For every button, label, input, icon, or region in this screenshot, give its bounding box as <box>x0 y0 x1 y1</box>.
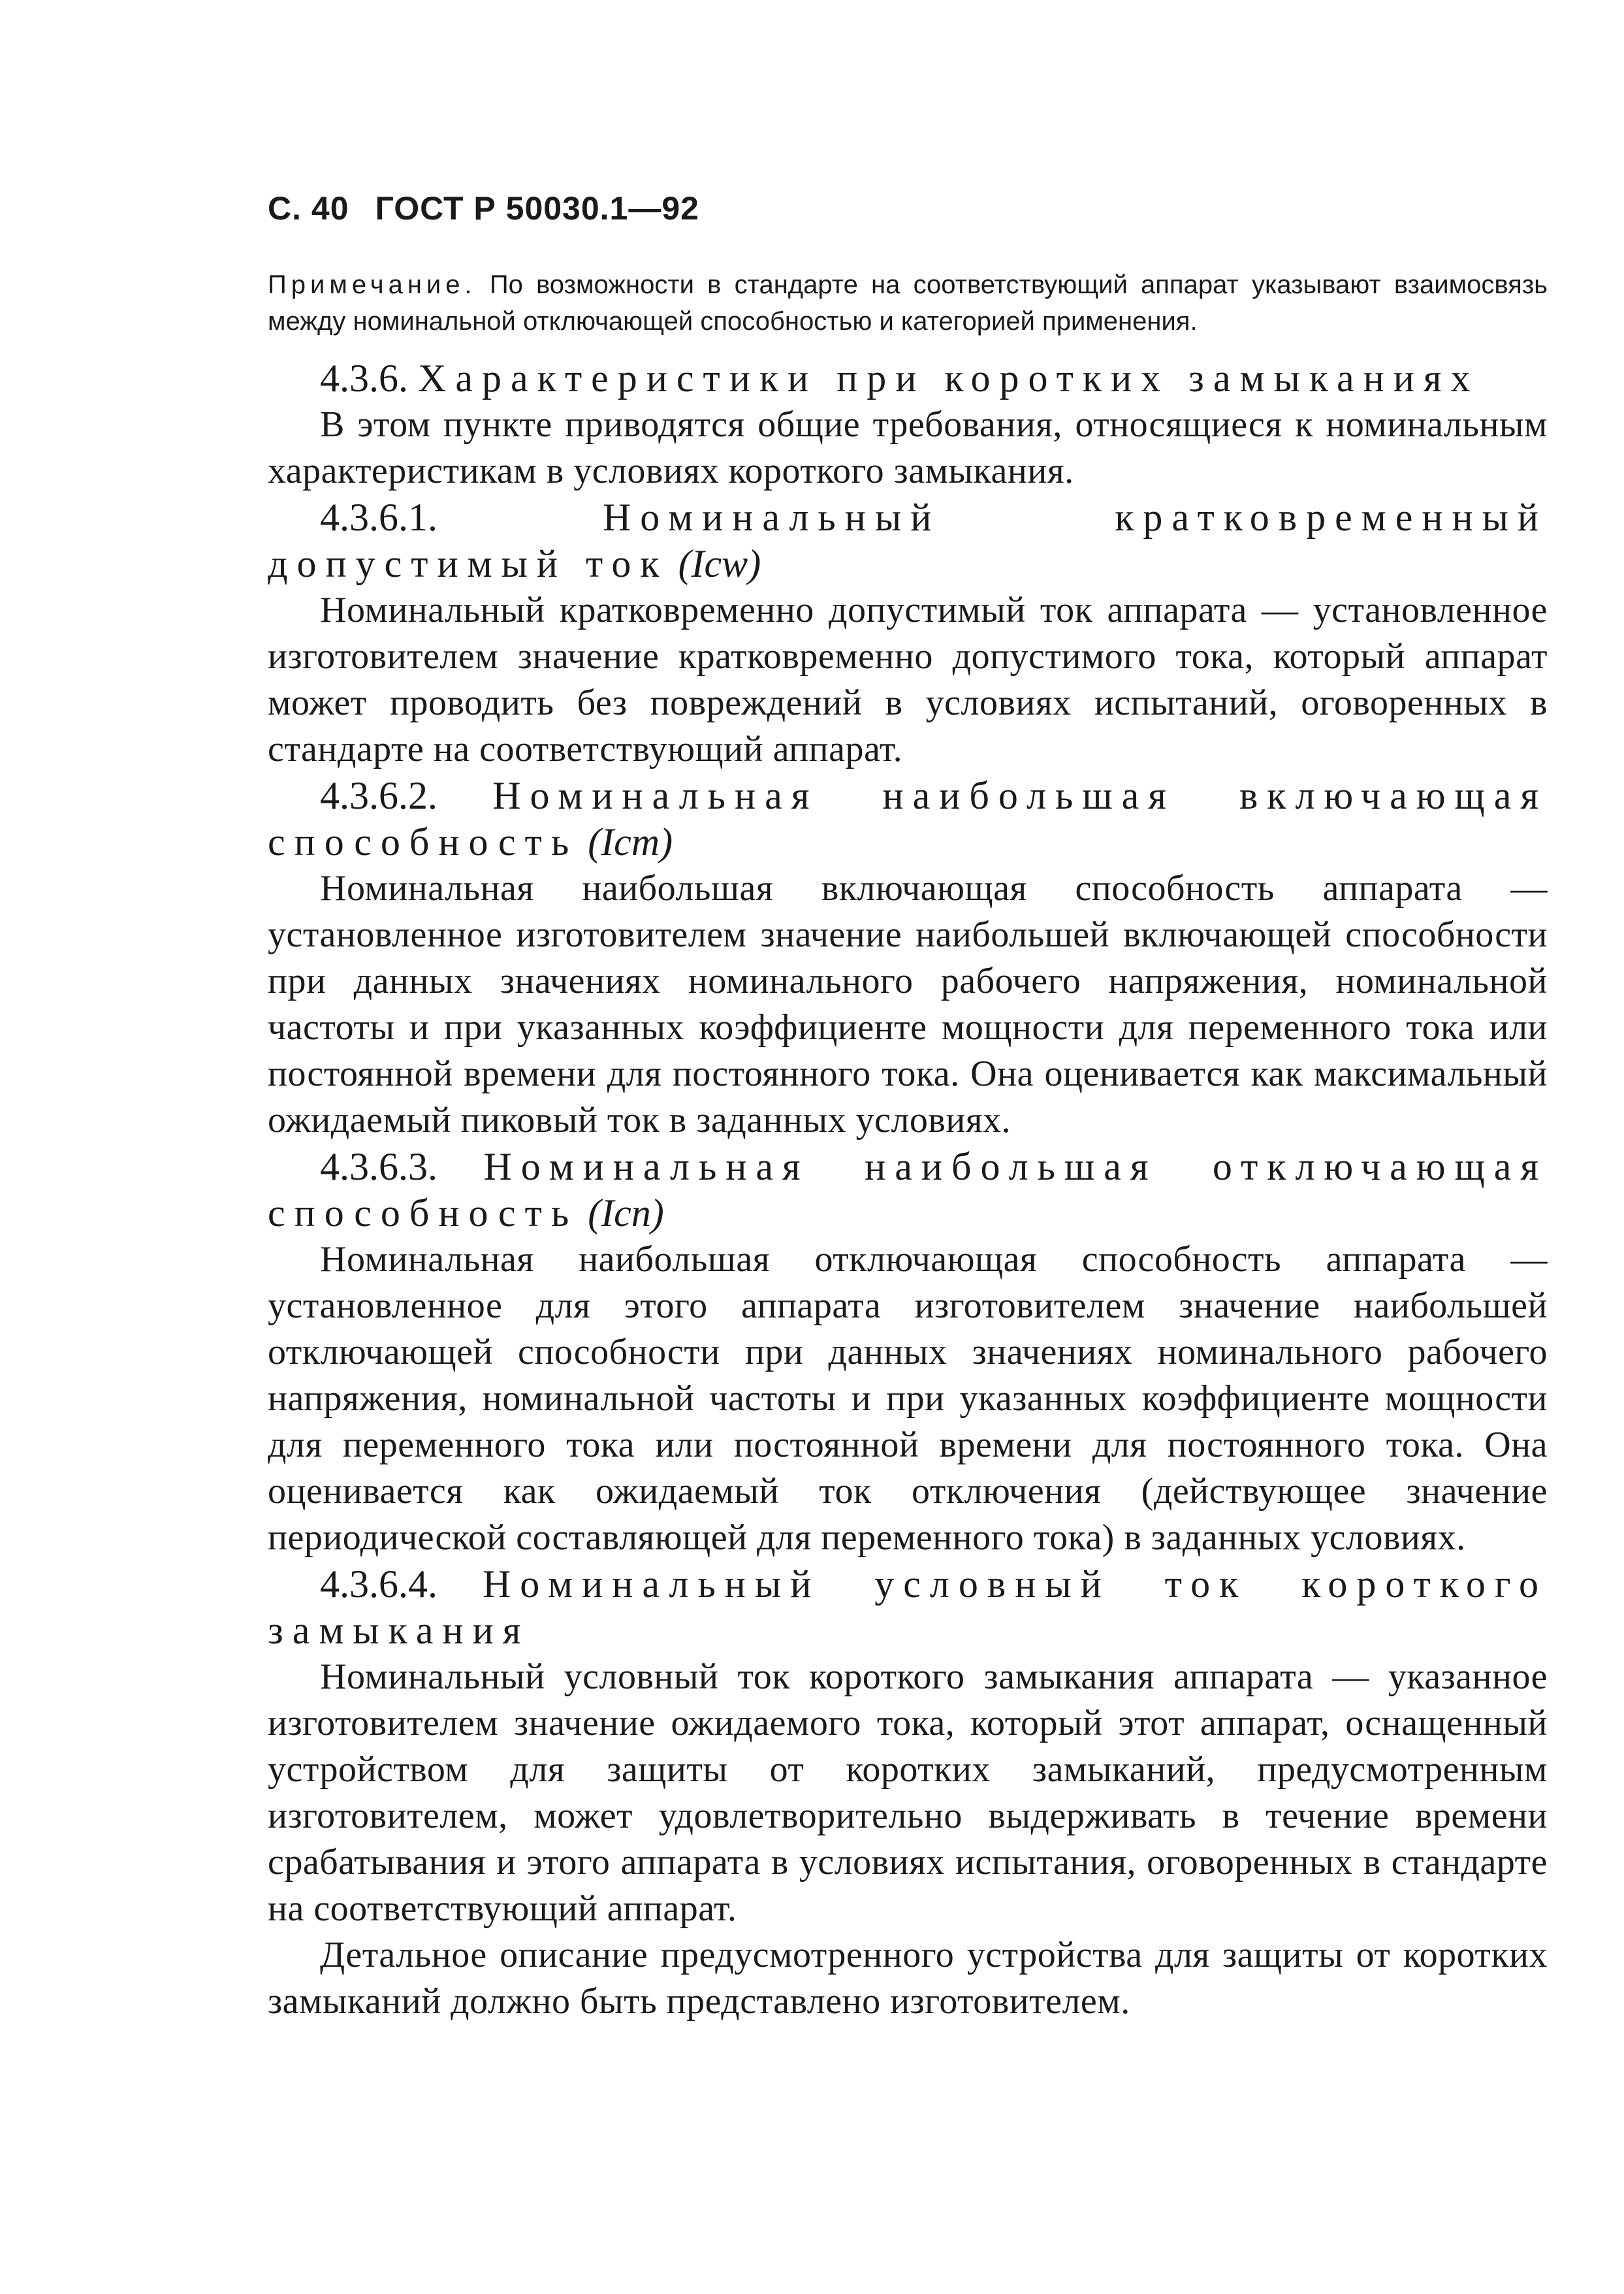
section-4-3-6 <box>268 355 1548 494</box>
section-heading <box>268 1561 1548 1654</box>
section-heading <box>268 494 1548 587</box>
section-4-3-6-2 <box>268 773 1548 1144</box>
section-number: 4.3.6.2. <box>320 774 438 817</box>
section-number: 4.3.6.1. <box>320 496 438 539</box>
section-title: Характеристики при коротких замыканиях <box>418 357 1480 400</box>
section-heading <box>268 1144 1548 1236</box>
section-paragraph: Детальное описание предусмотренного устройства для защиты от коротких замыканий должно быть представлено изготовителем. <box>268 1935 1548 2022</box>
note <box>268 267 1548 340</box>
section-4-3-6-1 <box>268 494 1548 773</box>
note-text: По возможности в стандарте на соответствующий аппарат указывают взаимосвязь между номинальной отключающей способностью и категорией применения. <box>268 270 1548 336</box>
section-title: Номинальная наибольшая отключающая способность <box>268 1145 1548 1235</box>
note-label: Примечание. <box>268 270 477 299</box>
section-title: Номинальная наибольшая включающая способность <box>268 774 1548 864</box>
standard-code: ГОСТ Р 50030.1—92 <box>375 190 699 227</box>
section-4-3-6-3 <box>268 1144 1548 1561</box>
section-paragraph: Номинальная наибольшая включающая способность аппарата — установленное изготовителем значение наибольшей включающей способности при данных значениях номинального рабочего напряжения, номинальной частоты и при указанных коэффициенте мощности для переменного тока или постоянной времени для постоянного тока. Она оценивается как максимальный ожидаемый пиковый ток в заданных условиях. <box>268 868 1548 1140</box>
section-symbol: (Icw) <box>678 542 761 585</box>
section-symbol: (Icm) <box>588 820 673 864</box>
section-title: Номинальный условный ток короткого замыкания <box>268 1562 1548 1652</box>
section-heading <box>268 773 1548 865</box>
page-number: С. 40 <box>268 190 349 227</box>
section-paragraph: В этом пункте приводятся общие требования, относящиеся к номинальным характеристикам в условиях короткого замыкания. <box>268 404 1548 491</box>
section-heading <box>268 355 1548 402</box>
section-number: 4.3.6.3. <box>320 1145 438 1188</box>
section-number: 4.3.6.4. <box>320 1562 438 1606</box>
section-paragraph: Номинальная наибольшая отключающая способность аппарата — установленное для этого аппарата изготовителем значение наибольшей отключающей способности при данных значениях номинального рабочего напряжения, номинальной частоты и при указанных коэффициенте мощности для переменного тока или постоянной времени для постоянного тока. Она оценивается как ожидаемый ток отключения (действующее значение периодической составляющей для переменного тока) в заданных условиях. <box>268 1239 1548 1558</box>
document-page <box>268 189 1548 2025</box>
section-paragraph: Номинальный условный ток короткого замыкания аппарата — указанное изготовителем значение ожидаемого тока, который этот аппарат, оснащенный устройством для защиты от коротких замыканий, предусмотренным изготовителем, может удовлетворительно выдерживать в течение времени срабатывания и этого аппарата в условиях испытания, оговоренных в стандарте на соответствующий аппарат. <box>268 1656 1548 1929</box>
section-number: 4.3.6. <box>320 357 408 400</box>
section-symbol: (Icn) <box>588 1191 664 1235</box>
section-paragraph: Номинальный кратковременно допустимый ток аппарата — установленное изготовителем значение кратковременно допустимого тока, который аппарат может проводить без повреждений в условиях испытаний, оговоренных в стандарте на соответствующий аппарат. <box>268 590 1548 769</box>
section-title: Номинальный кратковременный допустимый ток <box>268 496 1548 585</box>
section-4-3-6-4 <box>268 1561 1548 2025</box>
page-header <box>268 189 1548 227</box>
